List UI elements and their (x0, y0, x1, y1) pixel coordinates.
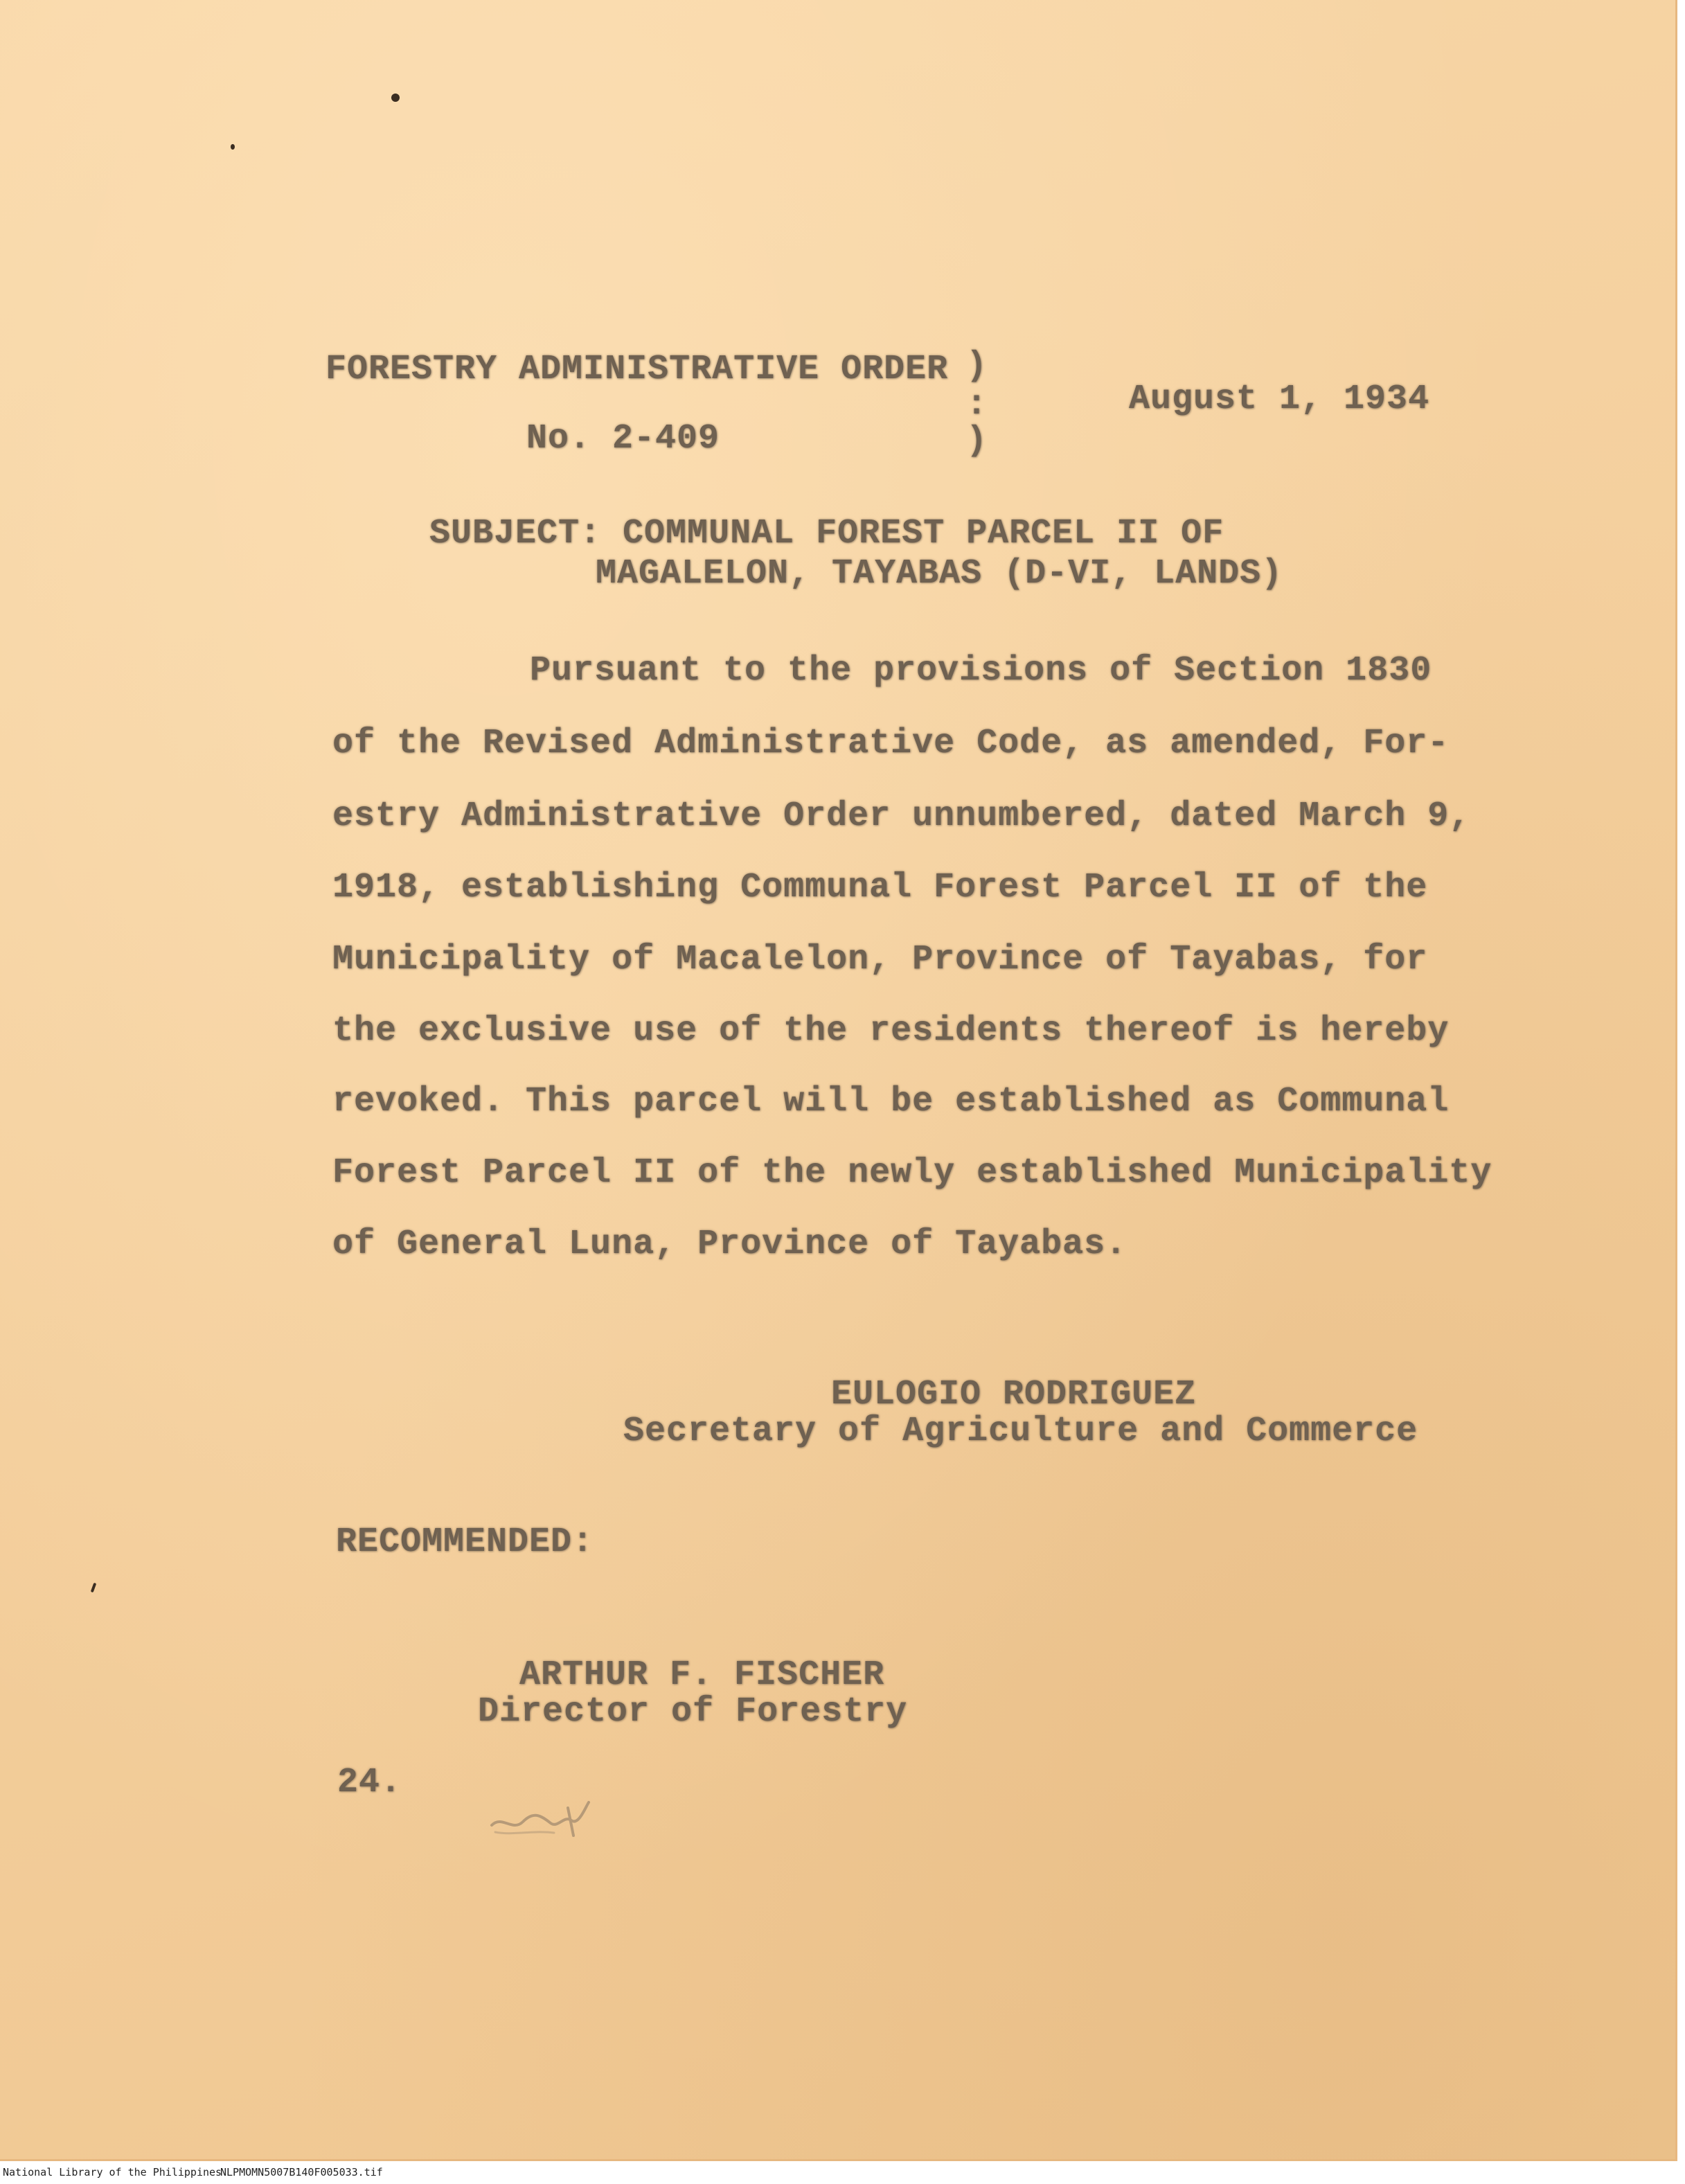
footer-file-name: NLPMOMN5007B140F005033.tif (220, 2166, 383, 2178)
order-number: No. 2-409 (526, 419, 720, 459)
recommended-label: RECOMMENDED: (336, 1522, 594, 1562)
body-line: revoked. This parcel will be established as Communal (332, 1082, 1450, 1121)
body-line: the exclusive use of the residents thereof is hereby (332, 1011, 1450, 1051)
footer-institution: National Library of the Philippines (3, 2166, 222, 2178)
body-line: estry Administrative Order unnumbered, dated March 9, (332, 797, 1471, 836)
body-line: 1918, establishing Communal Forest Parcel II of the (332, 868, 1428, 907)
subject-line-1: SUBJECT: COMMUNAL FOREST PARCEL II OF (429, 514, 1224, 553)
ink-mark (91, 1583, 97, 1593)
body-line: Pursuant to the provisions of Section 1830 (530, 651, 1432, 691)
recommender-title: Director of Forestry (478, 1692, 908, 1732)
order-date: August 1, 1934 (1129, 380, 1430, 419)
handwritten-initials (485, 1794, 603, 1843)
body-line: Municipality of Macalelon, Province of Tayabas, for (332, 940, 1428, 979)
body-line: Forest Parcel II of the newly established Municipality (332, 1153, 1492, 1193)
subject-line-2: MAGALELON, TAYABAS (D-VI, LANDS) (596, 554, 1283, 594)
signatory-name: EULOGIO RODRIGUEZ (831, 1375, 1197, 1414)
ink-speck (231, 144, 235, 150)
order-title: FORESTRY ADMINISTRATIVE ORDER (326, 350, 949, 389)
recommender-name: ARTHUR F. FISCHER (519, 1655, 885, 1695)
bracket-top: ) (966, 346, 988, 386)
bracket-middle: : (966, 385, 988, 425)
page-number: 24. (337, 1763, 402, 1802)
body-line: of General Luna, Province of Tayabas. (332, 1225, 1127, 1264)
ink-speck (391, 94, 400, 102)
bracket-bottom: ) (966, 421, 988, 461)
signatory-title: Secretary of Agriculture and Commerce (623, 1412, 1418, 1451)
body-line: of the Revised Administrative Code, as amended, For- (332, 724, 1450, 763)
